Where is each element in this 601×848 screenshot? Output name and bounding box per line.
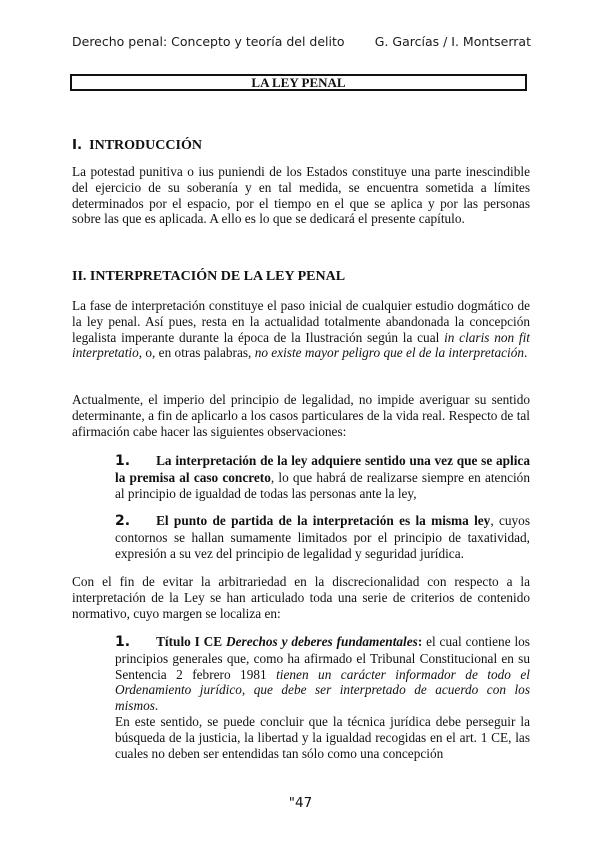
latin-phrase: in claris non fit interpretatio: [72, 329, 530, 361]
item-text: , cuyos contornos se hallan sumamente limitados por el principio de taxatividad, expresión a su vez del principio de legalidad y seguridad jurídica.: [115, 513, 530, 561]
item-number: 2.: [115, 513, 131, 529]
section-number: I.: [72, 137, 83, 153]
italic-phrase: no existe mayor peligro que el de la interpretación: [254, 345, 525, 361]
item-text: el cual contiene los principios generales que, como ha afirmado el Tribunal Constitucional en su Sentencia 2 febrero 1981: [115, 634, 530, 682]
item-bold-text: [156, 634, 422, 649]
section-heading-text: INTERPRETACIÓN DE LA LEY PENAL: [89, 269, 346, 284]
italic-run: Derechos y deberes fundamentales: [226, 634, 418, 649]
item-bold-text: La interpretación de la ley adquiere sentido una vez que se aplica la premisa al caso concreto: [115, 453, 530, 485]
item-bold-text: El punto de partida de la interpretación es la misma ley: [156, 513, 491, 528]
interpretation-paragraph-2: Actualmente, el imperio del principio de legalidad, no impide averiguar su sentido determinante, a fin de aplicarlo a los casos particulares de la vida real. Respecto de tal afirmación cabe hacer las siguientes observaciones:: [72, 392, 530, 439]
italic-quote: tienen un carácter informador de todo el Ordenamiento jurídico, que debe ser interpretado de acuerdo con los mismos: [115, 666, 530, 714]
section-number: II.: [72, 269, 87, 284]
text-run: .: [524, 345, 528, 361]
chapter-title: LA LEY PENAL: [70, 74, 527, 91]
running-header-title: Derecho penal: Concepto y teoría del delito: [72, 34, 345, 49]
observation-item-1: [115, 453, 530, 501]
interpretation-paragraph-1: [72, 298, 530, 361]
section-heading-text: INTRODUCCIÓN: [89, 138, 202, 153]
intro-paragraph: La potestad punitiva o ius puniendi de los Estados constituye una parte inescindible del ejercicio de su soberanía y en tal medida, se encuentra sometida a límites determinados por el espacio, por el tiempo en el que se aplica y por las personas sobre las que es aplicada. A ello es lo que se dedicará el presente capítulo.: [72, 164, 530, 227]
item-number: 1.: [115, 453, 131, 469]
text-run: :: [417, 634, 423, 649]
criterion-item-1: [115, 634, 530, 714]
item-text: , lo que habrá de realizarse siempre en atención al principio de igualdad de todas las personas ante la ley,: [115, 469, 530, 501]
page-number: "47: [288, 795, 313, 811]
text-run: .: [154, 698, 159, 714]
observation-item-2: [115, 513, 530, 561]
section-heading-interpretacion: [72, 269, 345, 285]
text-run: Título I CE: [156, 634, 227, 649]
interpretation-paragraph-3: Con el fin de evitar la arbitrariedad en la discrecionalidad con respecto a la interpretación de la Ley se han articulado toda una serie de criterios de contenido normativo, cuyo margen se localiza en:: [72, 574, 530, 621]
interpretation-paragraph-4: En este sentido, se puede concluir que la técnica jurídica debe perseguir la búsqueda de la justicia, la libertad y la igualdad recogidas en el art. 1 CE, las cuales no deben ser entendidas tan sólo como una concepción: [115, 714, 530, 761]
running-header-authors: G. Garcías / I. Montserrat: [374, 34, 531, 49]
section-heading-introduccion: [72, 137, 202, 154]
text-run: , o, en otras palabras,: [138, 345, 255, 361]
text-run: La fase de interpretación constituye el paso inicial de cualquier estudio dogmático de la ley penal. Así pues, resta en la actualidad totalmente abandonada la concepción legalista imperante durante la época de la Ilustración según la cual: [72, 298, 530, 345]
item-number: 1.: [115, 634, 131, 650]
